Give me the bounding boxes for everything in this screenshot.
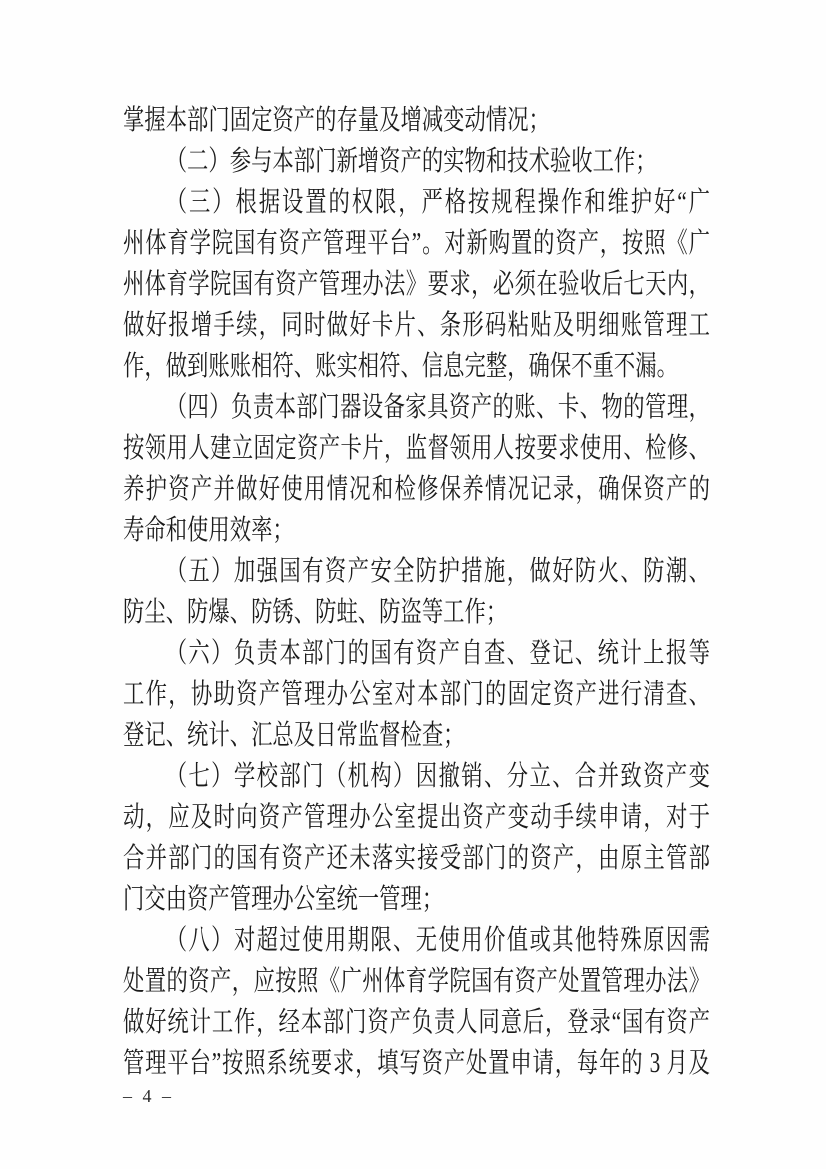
text-line: 掌握本部门固定资产的存量及增减变动情况； — [123, 105, 550, 136]
text-line: （三）根据设置的权限，严格按规程操作和维护好“广 — [165, 187, 710, 218]
text-line: （八）对超过使用期限、无使用价值或其他特殊原因需 — [165, 925, 710, 956]
text-line: 寿命和使用效率； — [123, 515, 294, 546]
text-line: （七）学校部门（机构）因撤销、分立、合并致资产变 — [165, 761, 710, 792]
text-line: 做好统计工作，经本部门资产负责人同意后，登录“国有资产 — [123, 1007, 710, 1038]
text-line: （二）参与本部门新增资产的实物和技术验收工作； — [165, 146, 657, 177]
text-line: 处置的资产，应按照《广州体育学院国有资产处置管理办法》 — [123, 966, 710, 997]
text-line: 州体育学院国有资产管理办法》要求，必须在验收后七天内， — [123, 269, 710, 300]
text-line: （四）负责本部门器设备家具资产的账、卡、物的管理， — [165, 392, 710, 423]
document-body — [123, 100, 710, 1084]
text-line: 防尘、防爆、防锈、防蛀、防盗等工作； — [123, 597, 508, 628]
text-line: （五）加强国有资产安全防护措施，做好防火、防潮、 — [165, 556, 710, 587]
text-line: 合并部门的国有资产还未落实接受部门的资产，由原主管部 — [123, 843, 710, 874]
text-line: 做好报增手续，同时做好卡片、条形码粘贴及明细账管理工 — [123, 310, 710, 341]
text-line: 门交由资产管理办公室统一管理； — [123, 884, 444, 915]
text-line: 登记、统计、汇总及日常监督检查； — [123, 720, 465, 751]
text-line: 工作，协助资产管理办公室对本部门的固定资产进行清查、 — [123, 679, 710, 710]
text-line: 养护资产并做好使用情况和检修保养情况记录，确保资产的 — [123, 474, 710, 505]
text-line: 作，做到账账相符、账实相符、信息完整，确保不重不漏。 — [123, 351, 678, 382]
text-line: （六）负责本部门的国有资产自查、登记、统计上报等 — [165, 638, 710, 669]
text-line: 动，应及时向资产管理办公室提出资产变动手续申请，对于 — [123, 802, 710, 833]
text-line: 管理平台”按照系统要求，填写资产处置申请，每年的 3 月及 — [123, 1048, 710, 1079]
text-line: 州体育学院国有资产管理平台”。对新购置的资产，按照《广 — [123, 228, 710, 259]
page-number: – 4 – — [123, 1086, 174, 1106]
text-line: 按领用人建立固定资产卡片，监督领用人按要求使用、检修、 — [123, 433, 710, 464]
